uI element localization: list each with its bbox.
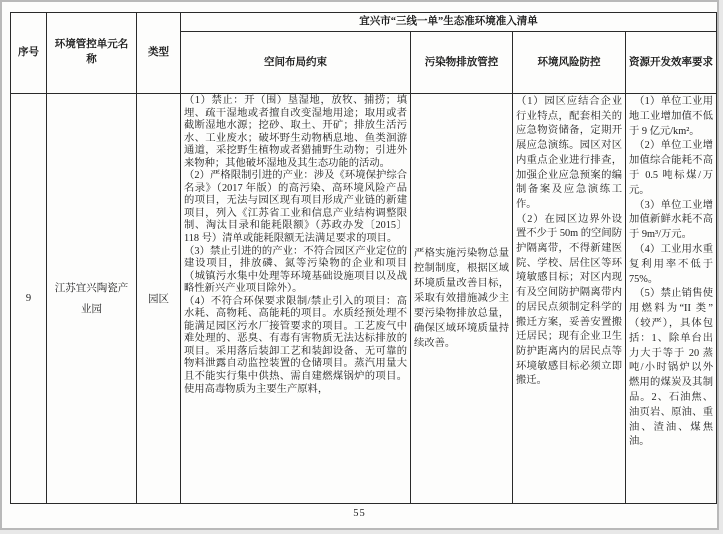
column-header-spatial: 空间布局约束	[181, 32, 411, 94]
cell-unit-name: 江苏宜兴陶瓷产业园	[47, 94, 137, 504]
spatial-paragraph: （4）不符合环保要求限制/禁止引入的项目：高水耗、高物耗、高能耗的项目。水质经预处理不能满足园区污水厂接管要求的项目。工艺废气中难处理的、恶臭、有毒有害物质无法达标排放的项目。采用落后装卸工艺和装卸设备、无可靠的物料泄露自动监控装置的仓储项目。蒸汽用量大且不能实行集中供热、需自建燃煤锅炉的项目。使用高毒物质为主要生产原料，	[184, 295, 407, 395]
column-header-unit-name: 环境管控单元名称	[47, 13, 137, 94]
resource-paragraph: （5）禁止销售使用燃料为“II 类”（较严），具体包括：1、除单台出力大于等于 20 蒸吨/小时锅炉以外燃用的煤炭及其制品。2、石油焦、油页岩、原油、重油、渣油、煤焦油。	[629, 288, 713, 448]
risk-paragraph: （1）园区应结合企业行业特点，配套相关的应急物资储备，定期开展应急演练。园区对区内重点企业进行排查，加强企业应急预案的编制备案及应急演练工作。	[516, 96, 622, 210]
column-header-risk: 环境风险防控	[513, 32, 626, 94]
column-header-resource: 资源开发效率要求	[626, 32, 717, 94]
cell-pollution-control	[411, 94, 513, 504]
risk-paragraph: （2）在园区边界外设置不少于 50m 的空间防护隔离带，不得新建医院、学校、居住区等环境敏感目标；对区内现有及空间防护隔离带内的居民点须制定科学的搬迁方案，妥善安置搬迁居民；现有企业卫生防护距离内的居民点等环境敏感目标必须立即搬迁。	[516, 213, 622, 387]
cell-index: 9	[11, 94, 47, 504]
resource-paragraph: （4）工业用水重复利用率不低于75%。	[629, 243, 713, 285]
cell-risk-prevention	[513, 94, 626, 504]
cell-type: 园区	[137, 94, 181, 504]
resource-paragraph: （3）单位工业增加值新鲜水耗不高于 9m³/万元。	[629, 199, 713, 241]
spatial-paragraph: （3）禁止引进的的产业：不符合园区产业定位的建设项目，排放磷、氮等污染物的企业和项目（城镇污水集中处理等环境基础设施项目以及战略性新兴产业项目除外）。	[184, 245, 407, 295]
pollution-paragraph: 严格实施污染物总量控制制度，根据区域环境质量改善目标，采取有效措施减少主要污染物排放总量，确保区域环境质量持续改善。	[414, 248, 509, 349]
column-header-pollution: 污染物排放管控	[411, 32, 513, 94]
spatial-paragraph: （2）严格限制引进的产业：涉及《环境保护综合名录》（2017 年版）的高污染、高环境风险产品的项目，无法与园区现有项目形成产业链的新建项目，列入《江苏省工业和信息产业结构调整限制、淘汰目录和能耗限额》（苏政办发〔2015〕118 号）清单或能耗限额无法满足要求的项目。	[184, 170, 407, 245]
cell-resource-efficiency	[626, 94, 717, 504]
table-row	[11, 94, 717, 504]
table-span-title: 宜兴市“三线一单”生态准环境准入清单	[181, 13, 717, 32]
column-header-type: 类型	[137, 13, 181, 94]
column-header-index: 序号	[11, 13, 47, 94]
resource-paragraph: （1）单位工业用地工业增加值不低于 9 亿元/km²。	[629, 96, 713, 137]
page-number: 55	[353, 508, 366, 519]
spatial-paragraph: （1）禁止：开（围）垦湿地，放牧、捕捞；填埋、疏干湿地或者擅自改变湿地用途；取用或者截断湿地水源；挖砂、取土、开矿；排放生活污水、工业废水；破坏野生动物栖息地、鱼类洄游通道，采挖野生植物或者猎捕野生动物；引进外来物种；其他破坏湿地及其生态功能的活动。	[184, 95, 407, 169]
cell-spatial-constraints	[181, 94, 411, 504]
access-list-table	[10, 12, 717, 504]
resource-paragraph: （2）单位工业增加值综合能耗不高于 0.5 吨标煤/万元。	[629, 140, 713, 196]
